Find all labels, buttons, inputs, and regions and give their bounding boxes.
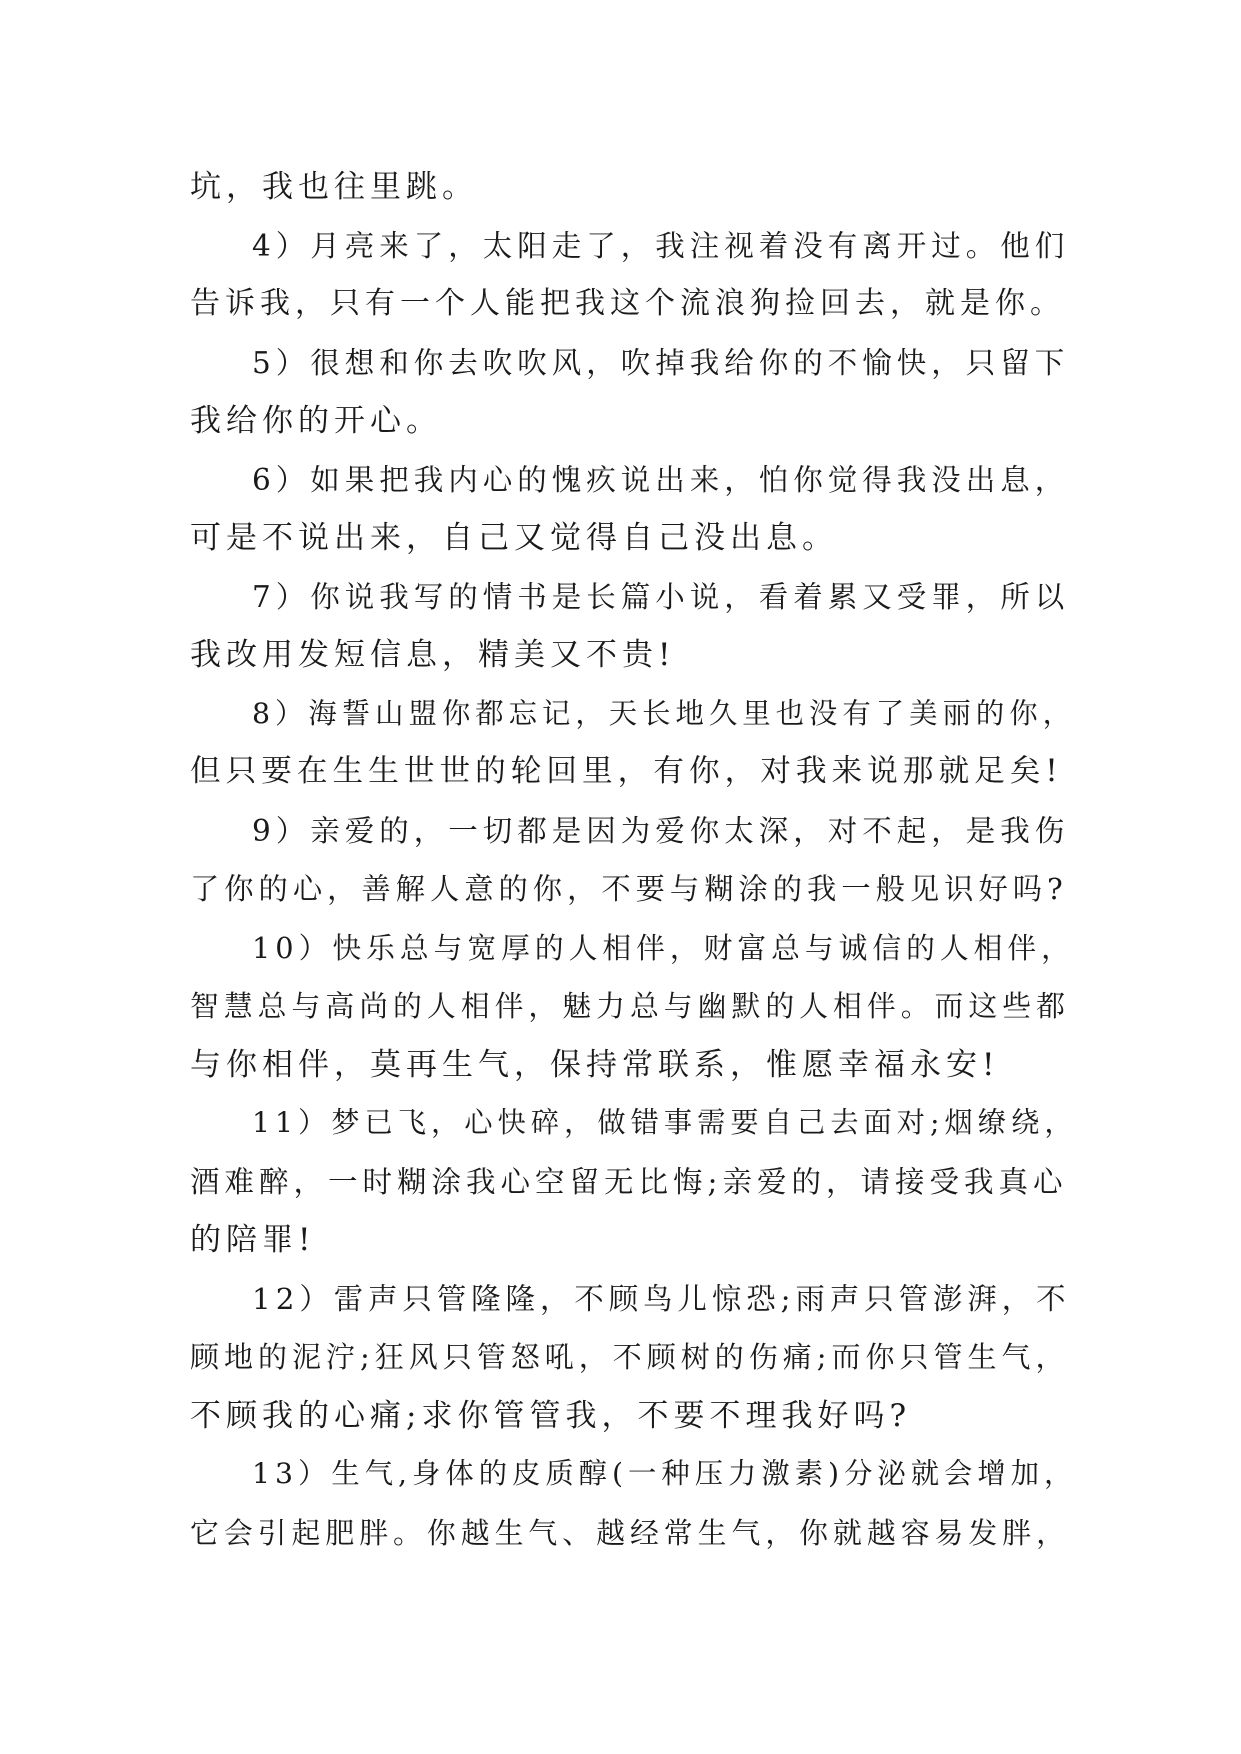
text-line: 12）雷声只管隆隆，不顾鸟儿惊恐;雨声只管澎湃，不: [252, 1281, 1071, 1316]
text-line: 智慧总与高尚的人相伴，魅力总与幽默的人相伴。而这些都: [190, 989, 1070, 1023]
text-line: 告诉我，只有一个人能把我这个流浪狗捡回去，就是你。: [190, 286, 1065, 321]
text-line: 我改用发短信息，精美又不贵!: [190, 637, 676, 673]
text-line: 8）海誓山盟你都忘记，天长地久里也没有了美丽的你，: [252, 696, 1077, 730]
text-line: 5）很想和你去吹吹风，吹掉我给你的不愉快，只留下: [252, 345, 1070, 380]
text-line: 11）梦已飞，心快碎，做错事需要自己去面对;烟缭绕，: [252, 1106, 1078, 1139]
text-line: 但只要在生生世世的轮回里，有你，对我来说那就足矣!: [190, 754, 1063, 789]
text-line: 坑，我也往里跳。: [190, 169, 478, 205]
text-line: 了你的心，善解人意的你，不要与糊涂的我一般见识好吗?: [190, 872, 1068, 906]
text-line: 9）亲爱的，一切都是因为爱你太深，对不起，是我伤: [252, 813, 1070, 848]
text-line: 我给你的开心。: [190, 403, 442, 439]
text-line: 4）月亮来了，太阳走了，我注视着没有离开过。他们: [252, 228, 1070, 263]
text-line: 可是不说出来，自己又觉得自己没出息。: [190, 520, 838, 556]
text-line: 它会引起肥胖。你越生气、越经常生气，你就越容易发胖，: [190, 1515, 1070, 1550]
text-line: 酒难醉，一时糊涂我心空留无比悔;亲爱的，请接受我真心: [190, 1164, 1068, 1199]
text-line: 顾地的泥泞;狂风只管怒吼，不顾树的伤痛;而你只管生气，: [190, 1340, 1070, 1374]
text-line: 7）你说我写的情书是长篇小说，看着累又受罪，所以: [252, 579, 1070, 614]
text-line: 6）如果把我内心的愧疚说出来，怕你觉得我没出息，: [252, 462, 1070, 497]
text-line: 10）快乐总与宽厚的人相伴，财富总与诚信的人相伴，: [252, 930, 1075, 965]
text-line: 13）生气,身体的皮质醇(一种压力激素)分泌就会增加，: [252, 1457, 1078, 1490]
text-line: 与你相伴，莫再生气，保持常联系，惟愿幸福永安!: [190, 1046, 1000, 1083]
document-body: [190, 158, 1078, 1562]
text-line: 不顾我的心痛;求你管管我，不要不理我好吗?: [190, 1397, 912, 1434]
text-line: 的陪罪!: [190, 1222, 316, 1258]
